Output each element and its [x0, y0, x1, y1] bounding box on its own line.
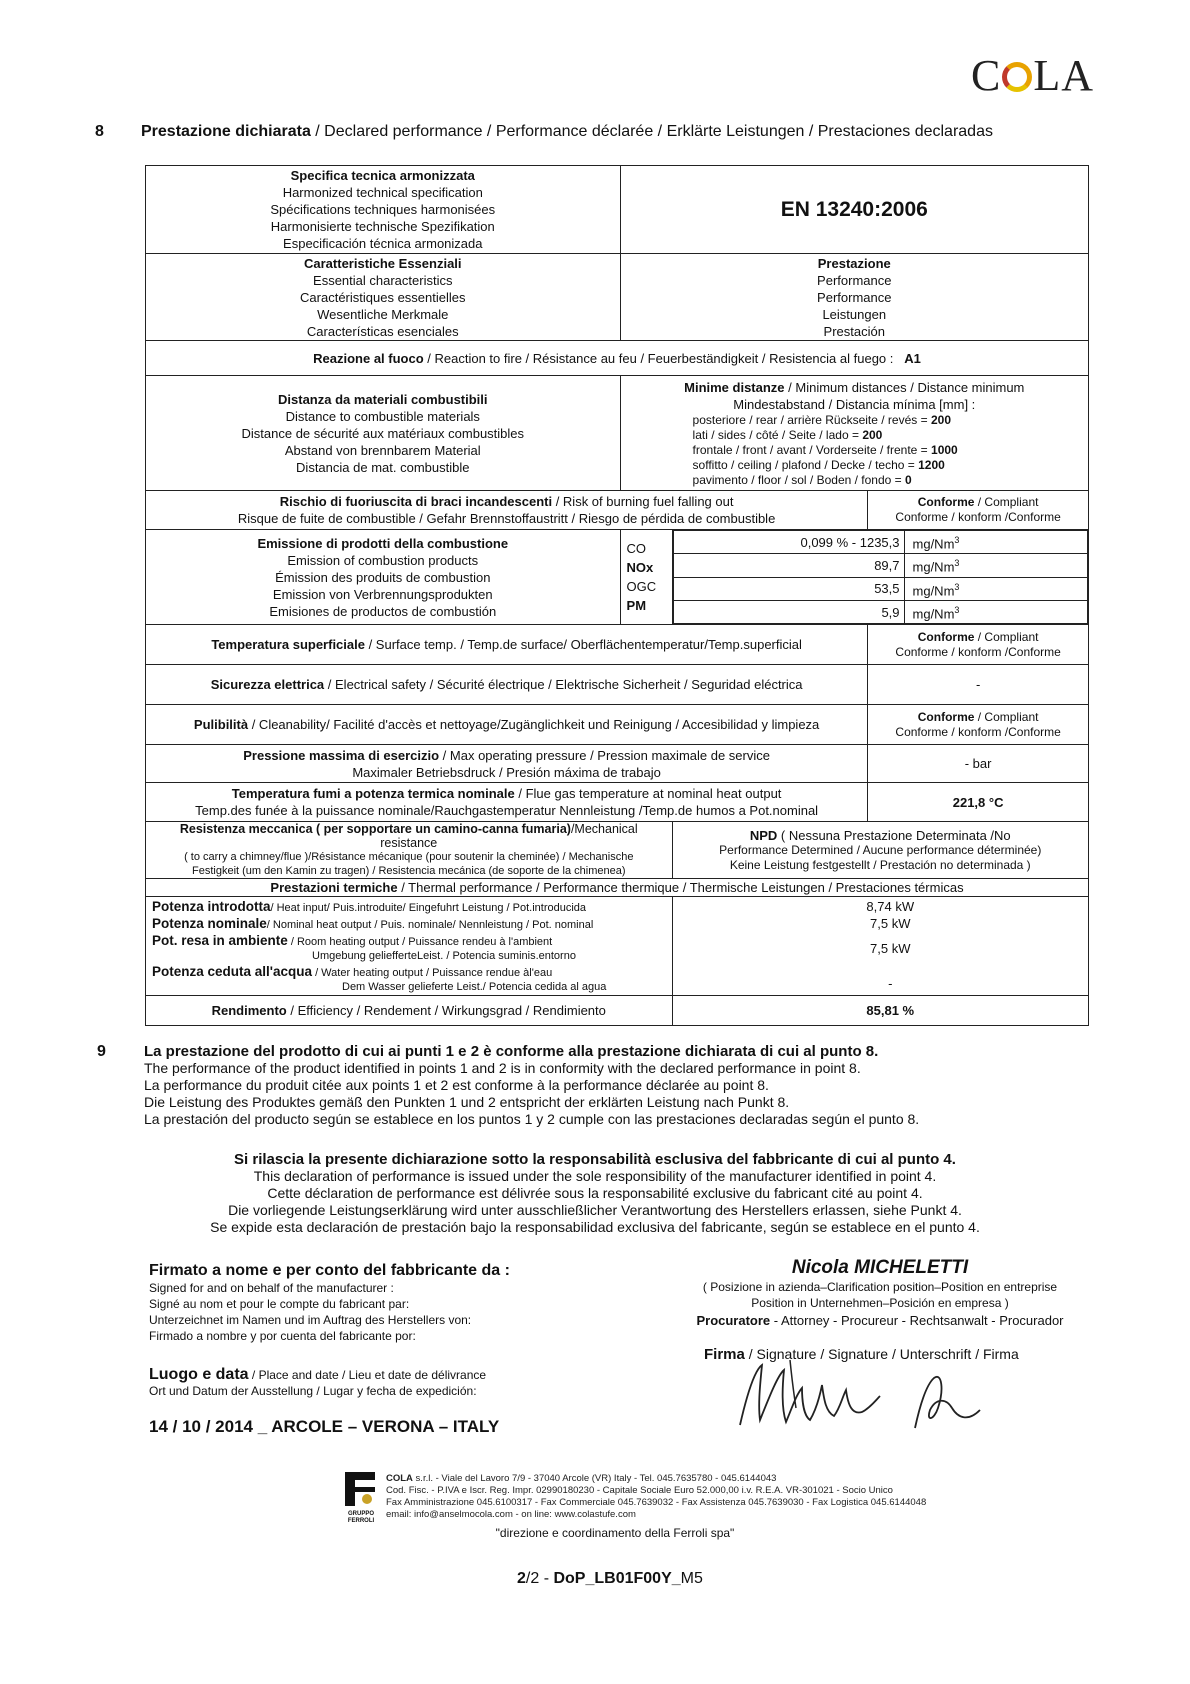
room-output-value: 7,5 kW — [870, 941, 911, 957]
electrical-value: - — [868, 665, 1089, 705]
section-9-text: La prestazione del prodotto di cui ai punti 1 e 2 è conforme alla prestazione dichiarata di cui al punto 8. The performance of the product identified in points 1 and 2 is in conformity with the declared performance in point 8. La performance du produit citée aux points 1 et 2 est conforme à la performance déclarée au point 8. Die Leistung des Produktes gemäß den Punkten 1 und 2 entspricht der erklärten Leistung nach Punkt 8. La prestación del producto según se establece en los puntos 1 y 2 cumple con las prestaciones declaradas según el punto 8. — [144, 1043, 920, 1127]
water-output-value: - — [888, 976, 893, 992]
place-date-value: 14 / 10 / 2014 _ ARCOLE – VERONA – ITALY — [149, 1417, 500, 1436]
spec-label: Specifica tecnica armonizzata Harmonized technical specification Spécifications techniques harmonisées Harmonisierte technische Spezifikation Especificación técnica armonizada — [146, 166, 621, 254]
pressure-row — [146, 745, 1089, 783]
co-unit: mg/Nm$^3$ — [904, 531, 1087, 554]
distance-ceiling: soffitto / ceiling / plafond / Decke / techo = 1200 — [692, 457, 945, 472]
signed-for-block: Firmato a nome e per conto del fabbricante da : Signed for and on behalf of the manufacturer : Signé au nom et pour le compte du fabricant par: Unterzeichnet im Namen und im Auftrag des Herstellers von: Firmado a nombre y por cuenta del fabricante por: — [149, 1262, 510, 1343]
distance-label: Distanza da materiali combustibili Distance to combustible materials Distance de sécurité aux matériaux combustibles Abstand von brennbarem Material Distancia de mat. combustible — [146, 376, 621, 491]
distance-floor: pavimento / floor / sol / Boden / fondo = 0 — [692, 472, 912, 487]
distance-rear: posteriore / rear / arrière Rückseite / revés = 200 — [692, 412, 951, 427]
spec-value: EN 13240:2006 — [620, 166, 1088, 254]
section-8-number: 8 — [95, 123, 104, 140]
ferroli-logo: GRUPPO FERROLI — [343, 1472, 379, 1518]
ogc-value: 53,5 — [673, 577, 904, 600]
surface-row — [146, 625, 1089, 665]
electrical-label: Sicurezza elettrica / Electrical safety / Sécurité électrique / Elektrische Sicherheit / Seguridad eléctrica — [146, 665, 868, 705]
ferroli-f-icon — [343, 1472, 379, 1506]
essential-row — [146, 254, 1089, 341]
surface-label: Temperatura superficiale / Surface temp. / Temp.de surface/ Oberflächentemperatur/Temp.superficial — [146, 625, 868, 665]
fluegas-label: Temperatura fumi a potenza termica nominale / Flue gas temperature at nominal heat output Temp.des funée à la puissance nominale/Rauchgastemperatur Nennleistung /Temp.de humos a Pot.nominal — [146, 783, 868, 822]
ogc-unit: mg/Nm$^3$ — [904, 577, 1087, 600]
nox-unit: mg/Nm$^3$ — [904, 554, 1087, 577]
distance-sides: lati / sides / côté / Seite / lado = 200 — [692, 427, 883, 442]
efficiency-row — [146, 996, 1089, 1026]
thermal-values-row — [146, 897, 1089, 996]
fire-row — [146, 341, 1089, 376]
logo-ring-icon — [1002, 62, 1032, 92]
distance-front: frontale / front / avant / Vorderseite / frente = 1000 — [692, 442, 958, 457]
distance-row — [146, 376, 1089, 491]
emission-codes: CO NOx OGC PM — [620, 530, 672, 625]
thermal-labels: Potenza introdotta/ Heat input/ Puis.introduite/ Eingefuhrt Leistung / Pot.introducida Potenza nominale/ Nominal heat output / Puis. nominale/ Nennleistung / Pot. nominal Pot. resa in ambiente / Room heating output / Puissance rendeu à l'ambient Umgebung geliefferteLeist. / Potencia suminis.entorno Potenza ceduta all'acqua / Water heating output / Puissance rendue àl'eau Dem Wasser gelieferte Leist./ Potencia cedida al agua — [146, 897, 673, 996]
efficiency-label: Rendimento / Efficiency / Rendement / Wirkungsgrad / Rendimiento — [146, 996, 673, 1026]
emission-label: Emissione di prodotti della combustione Emission of combustion products Émission des produits de combustion Emission von Verbrennungsprodukten Emisiones de productos de combustión — [146, 530, 621, 625]
nominal-output-value: 7,5 kW — [870, 916, 911, 932]
mechanical-value: NPD ( Nessuna Prestazione Determinata /No Performance Determined / Aucune performance déterminée) Keine Leistung festgestellt / Prestación no determinada ) — [672, 822, 1088, 879]
fluegas-row — [146, 783, 1089, 822]
risk-value: Conforme / Compliant Conforme / konform /Conforme — [868, 491, 1089, 530]
performance-table — [145, 165, 1089, 1026]
pressure-label: Pressione massima di esercizio / Max operating pressure / Pression maximale de service Maximaler Betriebsdruck / Presión máxima de trabajo — [146, 745, 868, 783]
pressure-value: - bar — [868, 745, 1089, 783]
ferroli-direction: "direzione e coordinamento della Ferroli spa" — [495, 1526, 735, 1540]
emission-row — [146, 530, 1089, 625]
signature-label: Firma / Signature / Signature / Unterschrift / Firma — [704, 1346, 1019, 1363]
place-date-block: Luogo e data / Place and date / Lieu et date de délivrance Ort und Datum der Ausstellung / Lugar y fecha de expedición: 14 / 10 / 2014 _ ARCOLE – VERONA – ITALY — [149, 1366, 500, 1436]
nox-value: 89,7 — [673, 554, 904, 577]
essential-label: Caratteristiche Essenziali Essential characteristics Caractéristiques essentielles Wesentliche Merkmale Características esenciales — [146, 254, 621, 341]
pm-value: 5,9 — [673, 600, 904, 623]
fluegas-value: 221,8 °C — [868, 783, 1089, 822]
mechanical-label: Resistenza meccanica ( per sopportare un camino-canna fumaria)/Mechanical resistance ( to carry a chimney/flue )/Résistance mécanique (pour soutenir la cheminée) / Mechanische Festigkeit (um den Kamin zu tragen) / Resistencia mecánica (de soporte de la chimenea) — [146, 822, 673, 879]
section-8-title: Prestazione dichiarata / Declared performance / Performance déclarée / Erklärte Leistungen / Prestaciones declaradas — [141, 123, 993, 140]
section-9-number: 9 — [97, 1043, 106, 1060]
thermal-values — [672, 897, 1088, 996]
heat-input-value: 8,74 kW — [866, 899, 915, 915]
surface-value: Conforme / Compliant Conforme / konform /Conforme — [868, 625, 1089, 665]
clean-row — [146, 705, 1089, 745]
spec-row — [146, 166, 1089, 254]
handwritten-signature — [730, 1350, 990, 1435]
fire-class-value: A1 — [904, 350, 921, 366]
company-details: COLA s.r.l. - Viale del Lavoro 7/9 - 37040 Arcole (VR) Italy - Tel. 045.7635780 - 045.6144043 Cod. Fisc. - P.IVA e Iscr. Reg. Impr. 02990180230 - Capitale Sociale Euro 52.000,00 i.v. R.E.A. VR-301021 - Socio Unico Fax Amministrazione 045.6100317 - Fax Commerciale 045.7639032 - Fax Assistenza 045.7639030 - Fax Logistica 045.6144048 email: info@anselmocola.com - on line: www.colastufe.com — [386, 1473, 927, 1520]
clean-label: Pulibilità / Cleanability/ Facilité d'accès et nettoyage/Zugänglichkeit und Reinigung / Accesibilidad y limpieza — [146, 705, 868, 745]
risk-row — [146, 491, 1089, 530]
signatory-name: Nicola MICHELETTI — [791, 1257, 969, 1278]
emission-values — [672, 530, 1088, 625]
mechanical-row — [146, 822, 1089, 879]
distance-values: Minime distanze / Minimum distances / Distance minimum Mindestabstand / Distancia mínima [mm] : posteriore / rear / arrière Rückseite / revés = 200 lati / sides / côté / Seite / lado = 200 frontale / front / avant / Vorderseite / frente = 1000 soffitto / ceiling / plafond / Decke / techo = 1200 pavimento / floor / sol / Boden / fondo = 0 — [620, 376, 1088, 491]
signatory-block: Nicola MICHELETTI ( Posizione in azienda–Clarification position–Position en entreprise Position in Unternehmen–Posición en empresa ) Procuratore - Attorney - Procureur - Rechtsanwalt - Procurador — [680, 1257, 1080, 1328]
electrical-row — [146, 665, 1089, 705]
company-logo: C LA — [970, 51, 1094, 100]
thermal-header-row — [146, 879, 1089, 897]
pm-unit: mg/Nm$^3$ — [904, 600, 1087, 623]
performance-header: Prestazione Performance Performance Leistungen Prestación — [620, 254, 1088, 341]
risk-label: Rischio di fuoriuscita di braci incandescenti / Risk of burning fuel falling out Risque de fuite de combustible / Gefahr Brennstoffaustritt / Riesgo de pérdida de combustible — [146, 491, 868, 530]
responsibility-statement: Si rilascia la presente dichiarazione sotto la responsabilità esclusiva del fabbricante di cui al punto 4. This declaration of performance is issued under the sole responsibility of the manufacturer identified in point 4. Cette déclaration de performance est délivrée sous la responsabilité exclusive du fabricant cité au point 4. Die vorliegende Leistungserklärung wird unter ausschließlicher Verantwortung des Herstellers erlassen, siehe Punkt 4. Se expide esta declaración de prestación bajo la responsabilidad exclusiva del fabricante, según se establece en el punto 4. — [210, 1151, 980, 1235]
page-number: 2/2 - DoP_LB01F00Y_M5 — [517, 1570, 703, 1587]
efficiency-value: 85,81 % — [672, 996, 1088, 1026]
co-value: 0,099 % - 1235,3 — [673, 531, 904, 554]
fire-reaction: Reazione al fuoco / Reaction to fire / Résistance au feu / Feuerbeständigkeit / Resistencia al fuego : A1 — [146, 341, 1089, 376]
thermal-header: Prestazioni termiche / Thermal performance / Performance thermique / Thermische Leistungen / Prestaciones térmicas — [146, 879, 1089, 897]
clean-value: Conforme / Compliant Conforme / konform /Conforme — [868, 705, 1089, 745]
